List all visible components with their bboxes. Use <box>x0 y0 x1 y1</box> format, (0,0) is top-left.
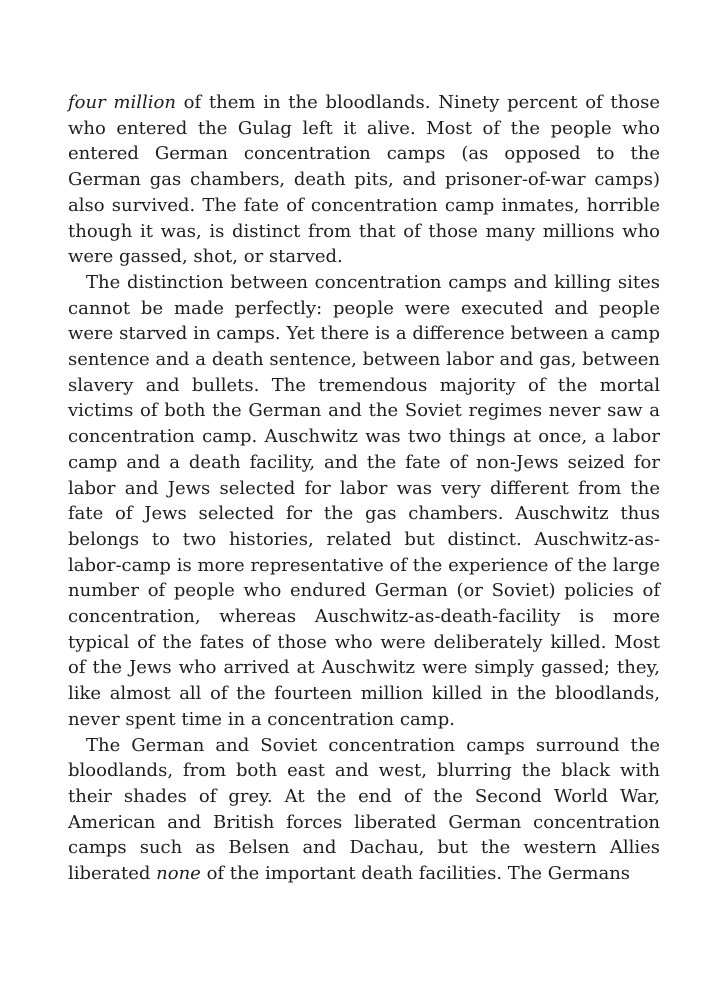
paragraph-3-text-before: The German and Soviet concentration camps surround the bloodlands, from both east and west, blurring the black with their shades of grey. At the end of the Second World War, American and British forces liberated German concentration camps such as Belsen and Dachau, but the western Allies liberated <box>68 734 660 885</box>
paragraph-1 <box>68 90 660 270</box>
book-page <box>68 90 660 887</box>
italic-word: none <box>156 863 201 885</box>
paragraph-3-text-after: of the important death facilities. The Germans <box>200 863 631 885</box>
paragraph-2 <box>68 270 660 733</box>
paragraph-1-text: of them in the bloodlands. Ninety percent of those who entered the Gulag left it alive. Most of the people who entered German concentration camps (as opposed to the German gas chambers, death pits, and prisoner-of-war camps) also survived. The fate of concentration camp inmates, horrible though it was, is distinct from that of those many millions who were gassed, shot, or starved. <box>68 92 660 268</box>
paragraph-3 <box>68 733 660 887</box>
paragraph-2-text: The distinction between concentration camps and killing sites cannot be made perfectly: people were executed and people were starved in camps. Yet there is a difference between a camp sentence and a death sentence, between labor and gas, between slavery and bullets. The tremendous majority of the mortal victims of both the German and the Soviet regimes never saw a concentration camp. Auschwitz was two things at once, a labor camp and a death facility, and the fate of non-Jews seized for labor and Jews selected for labor was very different from the fate of Jews selected for the gas chambers. Auschwitz thus belongs to two histories, related but distinct. Auschwitz-as-labor-camp is more representative of the experience of the large number of people who endured German (or Soviet) policies of concentration, whereas Auschwitz-as-death-facility is more typical of the fates of those who were deliberately killed. Most of the Jews who arrived at Auschwitz were simply gassed; they, like almost all of the fourteen million killed in the bloodlands, never spent time in a concentration camp. <box>68 271 660 730</box>
italic-phrase: four million <box>68 92 176 113</box>
